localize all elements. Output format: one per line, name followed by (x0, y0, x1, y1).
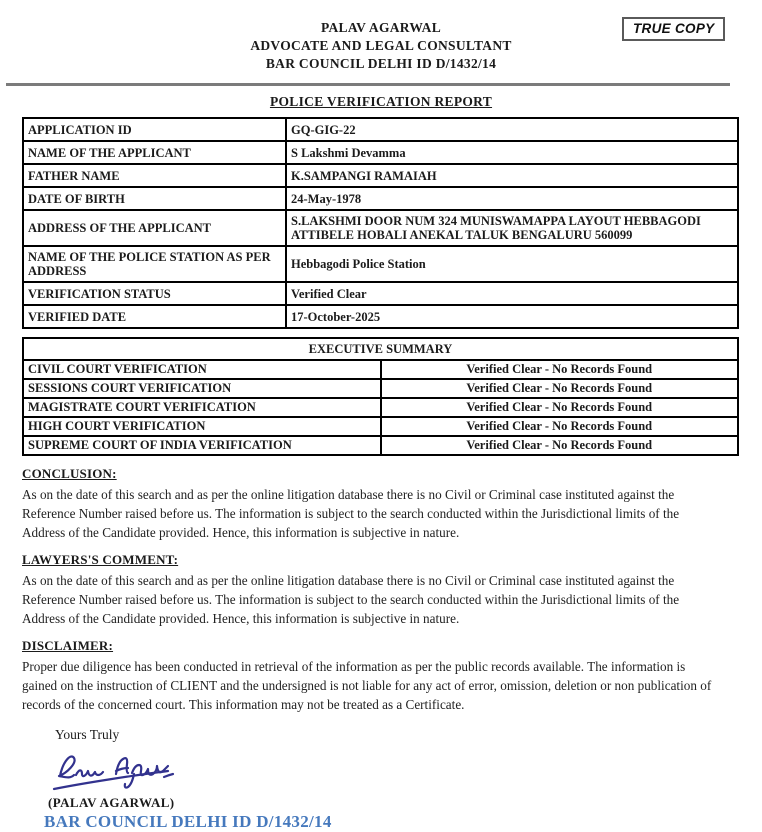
detail-value: 17-October-2025 (286, 305, 738, 328)
court-label: HIGH COURT VERIFICATION (23, 417, 381, 436)
detail-label: FATHER NAME (23, 164, 286, 187)
page-title: POLICE VERIFICATION REPORT (269, 94, 493, 109)
detail-label: NAME OF THE APPLICANT (23, 141, 286, 164)
table-row (23, 210, 738, 246)
table-row (23, 282, 738, 305)
lawyers-comment-section (22, 552, 722, 628)
court-result: Verified Clear - No Records Found (381, 398, 739, 417)
detail-label: APPLICATION ID (23, 118, 286, 141)
executive-summary-table (22, 337, 739, 456)
court-result: Verified Clear - No Records Found (381, 436, 739, 455)
court-label: SESSIONS COURT VERIFICATION (23, 379, 381, 398)
detail-value: S.LAKSHMI DOOR NUM 324 MUNISWAMAPPA LAYOUT HEBBAGODI ATTIBELE HOBALI ANEKAL TALUK BENGALURU 560099 (286, 210, 738, 246)
table-row (23, 398, 738, 417)
conclusion-heading: CONCLUSION: (22, 466, 117, 481)
table-row (23, 360, 738, 379)
table-header-row (23, 338, 738, 360)
signatory-name: (PALAV AGARWAL) (48, 795, 175, 810)
court-label: CIVIL COURT VERIFICATION (23, 360, 381, 379)
detail-value: GQ-GIG-22 (286, 118, 738, 141)
applicant-details-table (22, 117, 739, 329)
table-row (23, 246, 738, 282)
detail-value: Verified Clear (286, 282, 738, 305)
signatory-bar-council-id: BAR COUNCIL DELHI ID D/1432/14 (44, 812, 332, 831)
court-result: Verified Clear - No Records Found (381, 360, 739, 379)
signature-block (46, 747, 762, 832)
advocate-bar-id: BAR COUNCIL DELHI ID D/1432/14 (265, 56, 497, 71)
table-row (23, 379, 738, 398)
advocate-name: PALAV AGARWAL (320, 20, 442, 35)
detail-value: Hebbagodi Police Station (286, 246, 738, 282)
detail-label: NAME OF THE POLICE STATION AS PER ADDRESS (23, 246, 286, 282)
conclusion-text: As on the date of this search and as per the online litigation database there is no Civil or Criminal case instituted against the Reference Number raised before us. The information is subject to the search conducted within the Jurisdictional limits of the Address of the Candidate provided. Hence, this information is subjective in nature. (22, 487, 680, 540)
detail-value: 24-May-1978 (286, 187, 738, 210)
detail-value: K.SAMPANGI RAMAIAH (286, 164, 738, 187)
table-row (23, 141, 738, 164)
court-label: SUPREME COURT OF INDIA VERIFICATION (23, 436, 381, 455)
court-label: MAGISTRATE COURT VERIFICATION (23, 398, 381, 417)
lawyers-comment-text: As on the date of this search and as per the online litigation database there is no Civil or Criminal case instituted against the Reference Number raised before us. The information is subject to the search conducted within the Jurisdictional limits of the Address of the Candidate provided. Hence, this information is subjective in nature. (22, 573, 680, 626)
detail-label: VERIFICATION STATUS (23, 282, 286, 305)
advocate-title: ADVOCATE AND LEGAL CONSULTANT (250, 38, 512, 53)
conclusion-section (22, 466, 722, 542)
detail-value: S Lakshmi Devamma (286, 141, 738, 164)
table-row (23, 118, 738, 141)
table-row (23, 164, 738, 187)
table-row (23, 417, 738, 436)
detail-label: VERIFIED DATE (23, 305, 286, 328)
disclaimer-section (22, 638, 722, 714)
detail-label: DATE OF BIRTH (23, 187, 286, 210)
disclaimer-text: Proper due diligence has been conducted in retrieval of the information as per the public records available. The information is gained on the instruction of CLIENT and the undersigned is not liable for any act of error, omission, deletion or non publication of records of the concerned court. This information may not be treated as a Certificate. (22, 659, 712, 712)
header-divider (6, 83, 730, 86)
closing-salutation: Yours Truly (55, 727, 120, 742)
table-row (23, 187, 738, 210)
table-row (23, 436, 738, 455)
court-result: Verified Clear - No Records Found (381, 417, 739, 436)
handwritten-signature (46, 747, 178, 795)
court-result: Verified Clear - No Records Found (381, 379, 739, 398)
lawyers-comment-heading: LAWYERS'S COMMENT: (22, 552, 179, 567)
detail-label: ADDRESS OF THE APPLICANT (23, 210, 286, 246)
true-copy-stamp: TRUE COPY (622, 17, 725, 41)
disclaimer-heading: DISCLAIMER: (22, 638, 114, 653)
executive-summary-title: EXECUTIVE SUMMARY (23, 338, 738, 360)
table-row (23, 305, 738, 328)
